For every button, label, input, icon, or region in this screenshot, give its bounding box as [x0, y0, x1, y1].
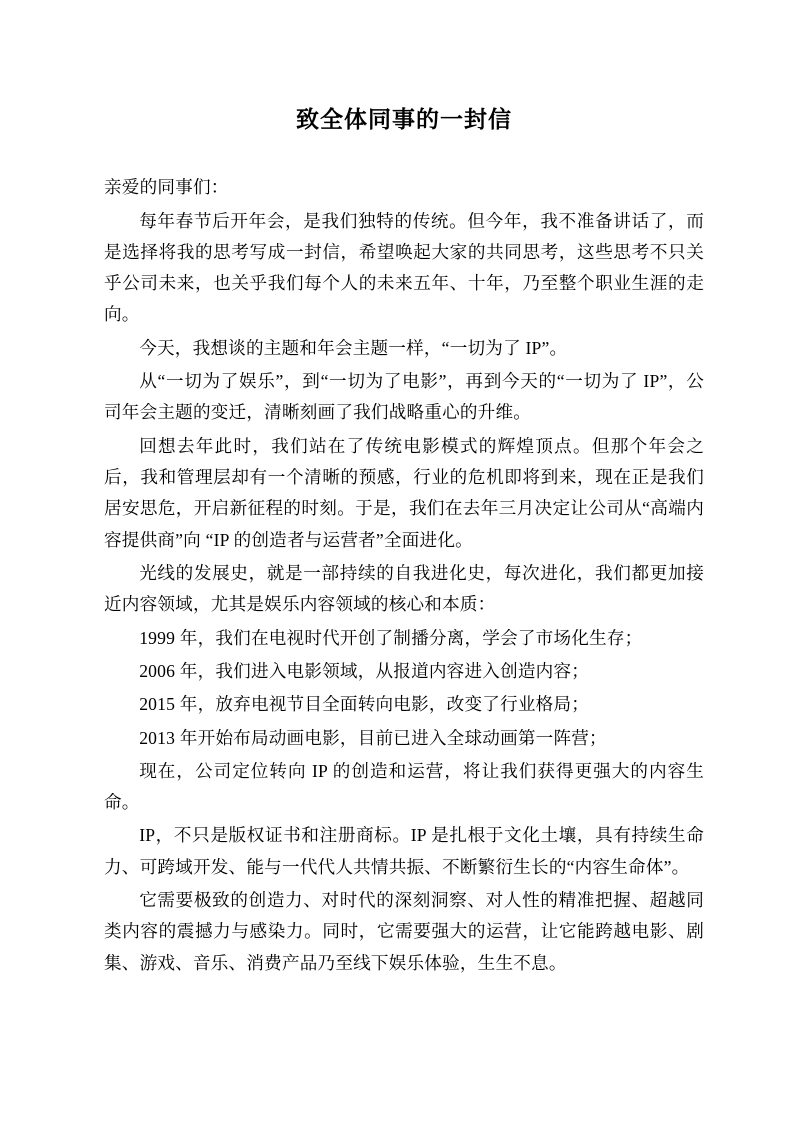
paragraph-5: 光线的发展史，就是一部持续的自我进化史，每次进化，我们都更加接近内容领域，尤其是娱乐内容领域的核心和本质： — [104, 562, 704, 615]
document-body — [104, 172, 704, 979]
paragraph-1: 每年春节后开年会，是我们独特的传统。但今年，我不准备讲话了，而是选择将我的思考写成一封信，希望唤起大家的共同思考，这些思考不只关乎公司未来，也关乎我们每个人的未来五年、十年，乃至整个职业生涯的走向。 — [104, 210, 704, 325]
paragraph-4: 回想去年此时，我们站在了传统电影模式的辉煌顶点。但那个年会之后，我和管理层却有一个清晰的预感，行业的危机即将到来，现在正是我们居安思危，开启新征程的时刻。于是，我们在去年三月决定让公司从“高端内容提供商”向 “IP 的创造者与运营者”全面进化。 — [104, 435, 704, 550]
paragraph-milestone-1999: 1999 年，我们在电视时代开创了制播分离，学会了市场化生存； — [139, 627, 643, 648]
page-title: 致全体同事的一封信 — [296, 107, 512, 132]
paragraph-6: 现在，公司定位转向 IP 的创造和运营，将让我们获得更强大的内容生命。 — [104, 760, 704, 813]
paragraph-2: 今天，我想谈的主题和年会主题一样，“一切为了 IP”。 — [139, 337, 568, 358]
paragraph-milestone-2006: 2006 年，我们进入电影领域，从报道内容进入创造内容； — [139, 660, 590, 681]
paragraph-milestone-2015: 2015 年，放弃电视节目全面转向电影，改变了行业格局； — [139, 694, 590, 715]
paragraph-milestone-2013: 2013 年开始布局动画电影，目前已进入全球动画第一阵营； — [139, 727, 607, 748]
paragraph-salutation: 亲爱的同事们： — [104, 177, 229, 198]
paragraph-8: 它需要极致的创造力、对时代的深刻洞察、对人性的精准把握、超越同类内容的震撼力与感染力。同时，它需要强大的运营，让它能跨越电影、剧集、游戏、音乐、消费产品乃至线下娱乐体验，生生不息。 — [104, 890, 704, 973]
paragraph-3: 从“一切为了娱乐”，到“一切为了电影”，再到今天的“一切为了 IP”，公司年会主题的变迁，清晰刻画了我们战略重心的升维。 — [104, 371, 704, 423]
paragraph-7: IP，不只是版权证书和注册商标。IP 是扎根于文化土壤，具有持续生命力、可跨域开发、能与一代代人共情共振、不断繁衍生长的“内容生命体”。 — [104, 825, 704, 877]
